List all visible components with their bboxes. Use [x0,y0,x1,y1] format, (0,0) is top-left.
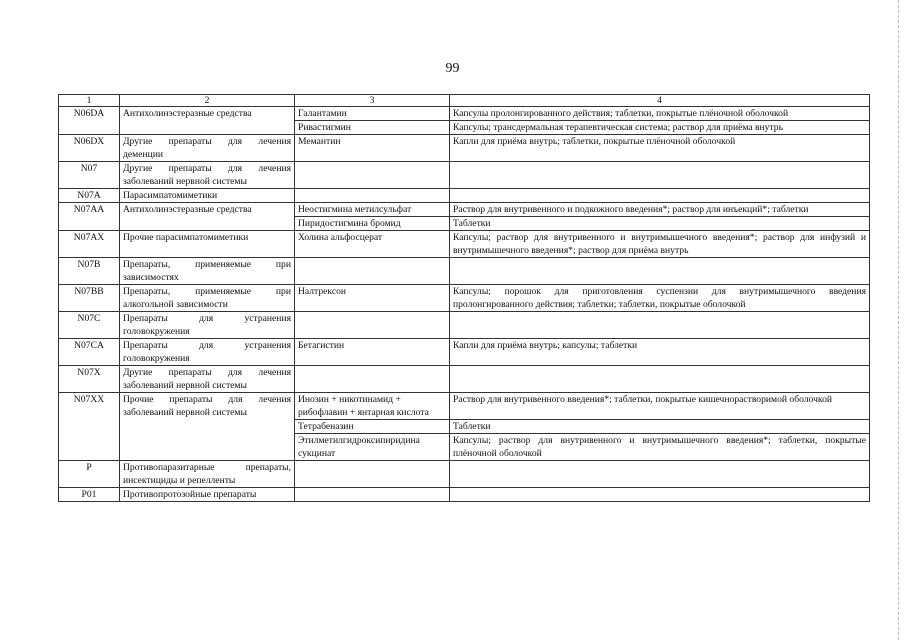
atc-group-cell: Препараты для устранения головокружения [120,339,295,366]
table-row [59,189,870,203]
table-row [59,393,870,420]
atc-code-cell: N07 [59,162,120,189]
dosage-form-cell [450,461,870,488]
table-row [59,366,870,393]
table-row [59,231,870,258]
atc-group-cell: Другие препараты для лечения заболеваний нервной системы [120,366,295,393]
atc-group-cell: Противопротозойные препараты [120,488,295,502]
drug-name-cell [295,258,450,285]
atc-code-cell: N07A [59,189,120,203]
header-cell: 3 [295,95,450,107]
atc-group-cell: Антихолинэстеразные средства [120,203,295,231]
table-row [59,107,870,121]
dosage-form-cell: Таблетки [450,217,870,231]
table-row [59,203,870,217]
drug-name-cell [295,189,450,203]
table-row [59,312,870,339]
atc-group-cell: Другие препараты для лечения деменции [120,135,295,162]
atc-group-cell: Препараты, применяемые при алкогольной зависимости [120,285,295,312]
dosage-form-cell [450,189,870,203]
dosage-form-cell: Капсулы; порошок для приготовления суспензии для внутримышечного введения пролонгированного действия; таблетки; таблетки, покрытые оболочкой [450,285,870,312]
atc-code-cell: N06DX [59,135,120,162]
atc-code-cell: N07AX [59,231,120,258]
dosage-form-cell: Капсулы; раствор для внутривенного и внутримышечного введения*; раствор для инфузий и внутримышечного введения*; раствор для приёма внутрь [450,231,870,258]
atc-code-cell: P [59,461,120,488]
dosage-form-cell [450,258,870,285]
drug-name-cell: Пиридостигмина бромид [295,217,450,231]
drug-name-cell [295,162,450,189]
atc-code-cell: P01 [59,488,120,502]
atc-group-cell: Парасимпатомиметики [120,189,295,203]
table-row [59,162,870,189]
atc-code-cell: N07AA [59,203,120,231]
dosage-form-cell [450,162,870,189]
table-row [59,135,870,162]
atc-code-cell: N07CA [59,339,120,366]
table-row [59,488,870,502]
atc-group-cell: Другие препараты для лечения заболеваний нервной системы [120,162,295,189]
atc-group-cell: Противопаразитарные препараты, инсектициды и репелленты [120,461,295,488]
drug-name-cell [295,312,450,339]
drug-name-cell: Неостигмина метилсульфат [295,203,450,217]
atc-code-cell: N06DA [59,107,120,135]
dosage-form-cell: Раствор для внутривенного введения*; таблетки, покрытые кишечнорастворимой оболочкой [450,393,870,420]
dosage-form-cell: Таблетки [450,420,870,434]
header-cell: 1 [59,95,120,107]
atc-code-cell: N07X [59,366,120,393]
dosage-form-cell: Капсулы пролонгированного действия; таблетки, покрытые плёночной оболочкой [450,107,870,121]
drug-name-cell [295,461,450,488]
drug-name-cell: Мемантин [295,135,450,162]
drug-name-cell: Галантамин [295,107,450,121]
atc-group-cell: Препараты, применяемые при зависимостях [120,258,295,285]
dosage-form-cell [450,366,870,393]
table-header-row [59,95,870,107]
atc-group-cell: Прочие парасимпатомиметики [120,231,295,258]
table-row [59,258,870,285]
dosage-form-cell: Капсулы; трансдермальная терапевтическая система; раствор для приёма внутрь [450,121,870,135]
atc-code-cell: N07BB [59,285,120,312]
drug-name-cell: Этилметилгидроксипиридина сукцинат [295,434,450,461]
drug-name-cell: Налтрексон [295,285,450,312]
dosage-form-cell: Капли для приёма внутрь; капсулы; таблетки [450,339,870,366]
atc-group-cell: Препараты для устранения головокружения [120,312,295,339]
drug-name-cell: Холина альфосцерат [295,231,450,258]
dosage-form-cell: Капли для приёма внутрь; таблетки, покрытые плёночной оболочкой [450,135,870,162]
drug-table [58,94,870,502]
drug-name-cell: Бетагистин [295,339,450,366]
table-row [59,339,870,366]
drug-name-cell [295,488,450,502]
dosage-form-cell: Раствор для внутривенного и подкожного введения*; раствор для инъекций*; таблетки [450,203,870,217]
atc-group-cell: Прочие препараты для лечения заболеваний нервной системы [120,393,295,461]
header-cell: 4 [450,95,870,107]
page-number: 99 [445,61,460,76]
dosage-form-cell [450,488,870,502]
drug-name-cell: Инозин + никотинамид + рибофлавин + янтарная кислота [295,393,450,420]
drug-name-cell: Ривастигмин [295,121,450,135]
atc-code-cell: N07C [59,312,120,339]
dosage-form-cell [450,312,870,339]
atc-code-cell: N07B [59,258,120,285]
margin-marks [894,0,899,640]
drug-name-cell: Тетрабеназин [295,420,450,434]
dosage-form-cell: Капсулы; раствор для внутривенного и внутримышечного введения*; таблетки, покрытые плёночной оболочкой [450,434,870,461]
drug-name-cell [295,366,450,393]
table-row [59,285,870,312]
atc-code-cell: N07XX [59,393,120,461]
atc-group-cell: Антихолинэстеразные средства [120,107,295,135]
header-cell: 2 [120,95,295,107]
table-row [59,461,870,488]
